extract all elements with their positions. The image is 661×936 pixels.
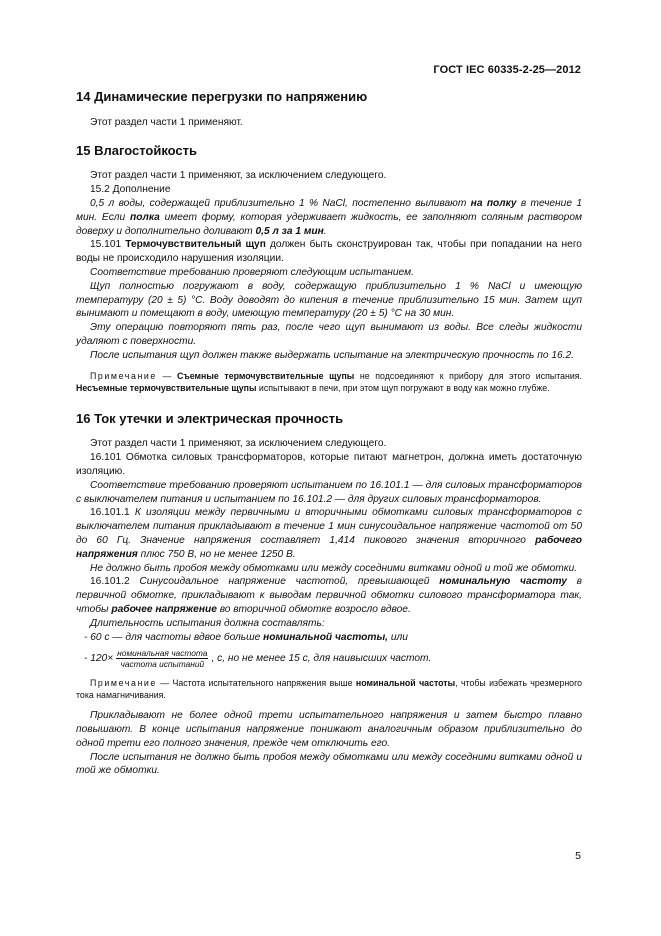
s16-duration-item-1: - 60 с — для частоты вдвое больше номинальной частоты, или [84, 631, 408, 643]
s16-intro: Этот раздел части 1 применяют, за исключением следующего. [90, 438, 387, 450]
s16-clause-16-101-1: 16.101.1 К изоляции между первичными и вторичными обмотками силовых трансформаторов с выключателем питания прикладывают в течение 1 мин синусоидальное напряжение частотой от 50 до 60 Гц. Значение напряжения составляет 1,414 пикового значения вторичного рабочего напряжения плюс 750 В, но не менее 1250 В. [76, 507, 582, 560]
s16-no-breakdown-1: Не должно быть пробоя между обмотками или между соседними витками одной и той же обмотки. [90, 562, 578, 574]
s15-clause-15-101: 15.101 Термочувствительный щуп должен быть сконструирован так, чтобы при попадании на него воды не происходило нарушения изоляции. [76, 239, 582, 265]
s16-no-breakdown-2: После испытания не должно быть пробоя между обмотками или между соседними витками одной и той же обмотки. [76, 751, 582, 777]
s16-duration-item-2: - 120× $\frac{\text{номинальная частота}}{\text{частота испытаний}}$ , с, но не менее 15 с, для наивысших частот. [84, 648, 432, 670]
s16-duration-intro: Длительность испытания должна составлять: [90, 617, 325, 629]
page-number: 5 [575, 850, 581, 862]
s15-after-test: После испытания щуп должен также выдержать испытание на электрическую прочность по 16.2. [90, 349, 575, 361]
s15-note: Примечание — Съемные термочувствительные щупы не подсоединяют к прибору для этого испытания. Несъемные термочувствительные щупы испытывают в печи, при этом щуп погружают в воду как можно глубже. [76, 370, 583, 393]
page-content [76, 86, 582, 778]
frequency-ratio-fraction: $\frac{\text{номинальная частота}}{\text{частота испытаний}}$ [117, 648, 208, 670]
s14-paragraph: Этот раздел части 1 применяют. [90, 116, 243, 128]
s16-compliance: Соответствие требованию проверяют испытанием по 16.101.1 — для силовых трансформаторов с выключателем питания и испытанием по 16.101.2 — для других силовых трансформаторов. [76, 479, 582, 505]
s15-test-procedure: Щуп полностью погружают в воду, содержащую приблизительно 1 % NaCl и имеющую температуру (20 ± 5) °С. Воду доводят до кипения в течение приблизительно 15 мин. Затем щуп вынимают и помещают в воду, имеющую температуру (20 ± 5) °С на 30 мин. [76, 280, 582, 320]
term-thermal-probe: Термочувствительный щуп [125, 239, 266, 251]
section-14-title: 14 Динамические перегрузки по напряжению [76, 89, 368, 104]
document-code: ГОСТ IEC 60335-2-25—2012 [433, 64, 581, 76]
term-shelf: на полку [470, 197, 517, 209]
s16-note: Примечание — Частота испытательного напряжения выше номинальной частоты, чтобы избежать чрезмерного тока намагничивания. [76, 678, 582, 701]
s15-addition-text: 0,5 л воды, содержащей приблизительно 1 % NaCl, постепенно выливают на полку в течение 1 мин. Если полка имеет форму, которая удерживает жидкость, ее заполняют соляным раствором доверху и дополнительно доливают 0,5 л за 1 мин. [76, 197, 582, 237]
s15-subclause-15-2: 15.2 Дополнение [90, 184, 171, 196]
s16-clause-16-101: 16.101 Обмотка силовых трансформаторов, которые питают магнетрон, должна иметь достаточную изоляцию. [76, 452, 582, 477]
s15-compliance: Соответствие требованию проверяют следующим испытанием. [90, 266, 414, 278]
s15-test-repeat: Эту операцию повторяют пять раз, после чего щуп вынимают из воды. Все следы жидкости удаляют с поверхности. [76, 322, 582, 347]
section-15-title: 15 Влагостойкость [76, 142, 198, 158]
s15-intro: Этот раздел части 1 применяют, за исключением следующего. [90, 170, 387, 182]
s16-apply-voltage: Прикладывают не более одной трети испытательного напряжения и затем быстро плавно повышают. В конце испытания напряжение понижают аналогичным образом приблизительно до одной трети его полного значения, прежде чем отключить его. [76, 710, 582, 749]
section-16-title: 16 Ток утечки и электрическая прочность [76, 410, 344, 426]
s16-clause-16-101-2: 16.101.2 Синусоидальное напряжение частотой, превышающей номинальную частоту в первичной обмотке, прикладывают к выводам первичной обмотки силового трансформатора так, чтобы рабочее напряжение во вторичной обмотке возросло вдвое. [76, 576, 582, 615]
term-shelf: полка [130, 211, 160, 223]
